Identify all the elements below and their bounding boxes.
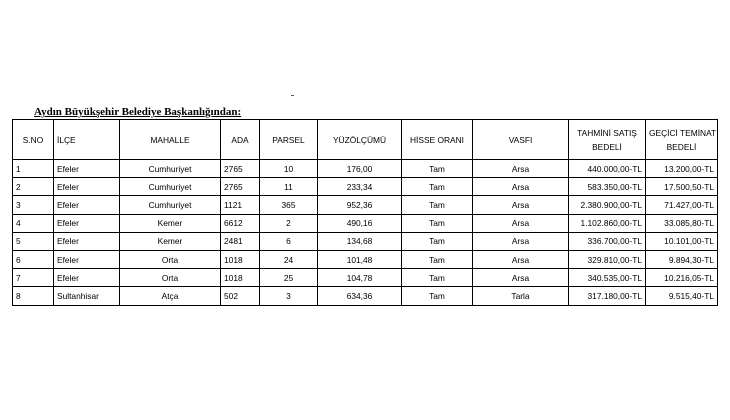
cell-sno: 5 (13, 232, 54, 250)
cell-parsel: 365 (260, 196, 318, 214)
cell-teminat: 13.200,00-TL (646, 160, 718, 178)
cell-ilce: Efeler (54, 214, 120, 232)
cell-teminat: 10.101,00-TL (646, 232, 718, 250)
header-vasfi: VASFI (473, 120, 569, 160)
cell-ilce: Efeler (54, 250, 120, 268)
cell-tahmini: 317.180,00-TL (569, 287, 646, 305)
table-row (13, 196, 718, 214)
table-row (13, 269, 718, 287)
cell-parsel: 6 (260, 232, 318, 250)
header-hisse: HİSSE ORANI (402, 120, 473, 160)
cell-ada: 6612 (221, 214, 260, 232)
cell-ada: 2481 (221, 232, 260, 250)
cell-hisse: Tam (402, 160, 473, 178)
cell-teminat: 9.515,40-TL (646, 287, 718, 305)
cell-sno: 8 (13, 287, 54, 305)
cell-vasfi: Arsa (473, 232, 569, 250)
cell-teminat: 10.216,05-TL (646, 269, 718, 287)
header-teminat (646, 120, 718, 160)
cell-ada: 2765 (221, 178, 260, 196)
table-row (13, 250, 718, 268)
header-ilce: İLÇE (54, 120, 120, 160)
cell-sno: 7 (13, 269, 54, 287)
cell-yuzolcumu: 134,68 (318, 232, 402, 250)
cell-ilce: Efeler (54, 178, 120, 196)
cell-hisse: Tam (402, 269, 473, 287)
cell-hisse: Tam (402, 287, 473, 305)
cell-hisse: Tam (402, 196, 473, 214)
cell-sno: 1 (13, 160, 54, 178)
cell-vasfi: Arsa (473, 160, 569, 178)
header-tahmini-line1: TAHMİNİ SATIŞ (577, 127, 637, 138)
cell-ada: 502 (221, 287, 260, 305)
cell-teminat: 33.085,80-TL (646, 214, 718, 232)
cell-ilce: Efeler (54, 269, 120, 287)
cell-mahalle: Kemer (120, 232, 221, 250)
table-row (13, 287, 718, 305)
header-parsel: PARSEL (260, 120, 318, 160)
auction-table (12, 119, 718, 306)
cell-parsel: 25 (260, 269, 318, 287)
cell-vasfi: Arsa (473, 196, 569, 214)
cell-mahalle: Cumhuriyet (120, 196, 221, 214)
cell-ilce: Sultanhisar (54, 287, 120, 305)
cell-yuzolcumu: 233,34 (318, 178, 402, 196)
cell-vasfi: Arsa (473, 214, 569, 232)
cell-ada: 2765 (221, 160, 260, 178)
header-sno: S.NO (13, 120, 54, 160)
cell-tahmini: 583.350,00-TL (569, 178, 646, 196)
cell-mahalle: Kemer (120, 214, 221, 232)
cell-mahalle: Atça (120, 287, 221, 305)
cell-teminat: 17.500,50-TL (646, 178, 718, 196)
cell-hisse: Tam (402, 178, 473, 196)
cell-sno: 2 (13, 178, 54, 196)
cell-yuzolcumu: 104,78 (318, 269, 402, 287)
cell-parsel: 24 (260, 250, 318, 268)
cell-tahmini: 1.102.860,00-TL (569, 214, 646, 232)
cell-hisse: Tam (402, 232, 473, 250)
cell-sno: 3 (13, 196, 54, 214)
cell-vasfi: Arsa (473, 250, 569, 268)
cell-parsel: 3 (260, 287, 318, 305)
page-heading: Aydın Büyükşehir Belediye Başkanlığından: (34, 106, 242, 118)
header-ada: ADA (221, 120, 260, 160)
header-teminat-line2: BEDELİ (666, 141, 697, 152)
cell-parsel: 11 (260, 178, 318, 196)
cell-sno: 6 (13, 250, 54, 268)
cell-mahalle: Cumhuriyet (120, 160, 221, 178)
cell-vasfi: Arsa (473, 269, 569, 287)
header-yuzolcumu: YÜZÖLÇÜMÜ (318, 120, 402, 160)
table-row (13, 178, 718, 196)
header-tahmini (569, 120, 646, 160)
cell-vasfi: Arsa (473, 178, 569, 196)
cell-mahalle: Orta (120, 269, 221, 287)
cell-yuzolcumu: 101,48 (318, 250, 402, 268)
cell-ada: 1121 (221, 196, 260, 214)
cell-ilce: Efeler (54, 196, 120, 214)
cell-ilce: Efeler (54, 160, 120, 178)
cell-parsel: 10 (260, 160, 318, 178)
cell-teminat: 9.894,30-TL (646, 250, 718, 268)
cell-mahalle: Cumhuriyet (120, 178, 221, 196)
table-header-row (13, 120, 718, 160)
cell-tahmini: 440.000,00-TL (569, 160, 646, 178)
header-teminat-line1: GEÇİCİ TEMİNAT (649, 127, 717, 138)
cell-sno: 4 (13, 214, 54, 232)
header-tahmini-line2: BEDELİ (592, 141, 622, 152)
cell-hisse: Tam (402, 250, 473, 268)
cell-yuzolcumu: 176,00 (318, 160, 402, 178)
cell-mahalle: Orta (120, 250, 221, 268)
table-row (13, 160, 718, 178)
header-mahalle: MAHALLE (120, 120, 221, 160)
cell-ada: 1018 (221, 269, 260, 287)
cell-ilce: Efeler (54, 232, 120, 250)
cell-vasfi: Tarla (473, 287, 569, 305)
table-row (13, 214, 718, 232)
cell-yuzolcumu: 490,16 (318, 214, 402, 232)
cell-yuzolcumu: 634,36 (318, 287, 402, 305)
cell-ada: 1018 (221, 250, 260, 268)
cell-tahmini: 329.810,00-TL (569, 250, 646, 268)
stray-mark (291, 95, 294, 96)
cell-teminat: 71.427,00-TL (646, 196, 718, 214)
table-row (13, 232, 718, 250)
cell-parsel: 2 (260, 214, 318, 232)
cell-hisse: Tam (402, 214, 473, 232)
cell-tahmini: 336.700,00-TL (569, 232, 646, 250)
cell-tahmini: 340.535,00-TL (569, 269, 646, 287)
cell-tahmini: 2.380.900,00-TL (569, 196, 646, 214)
cell-yuzolcumu: 952,36 (318, 196, 402, 214)
